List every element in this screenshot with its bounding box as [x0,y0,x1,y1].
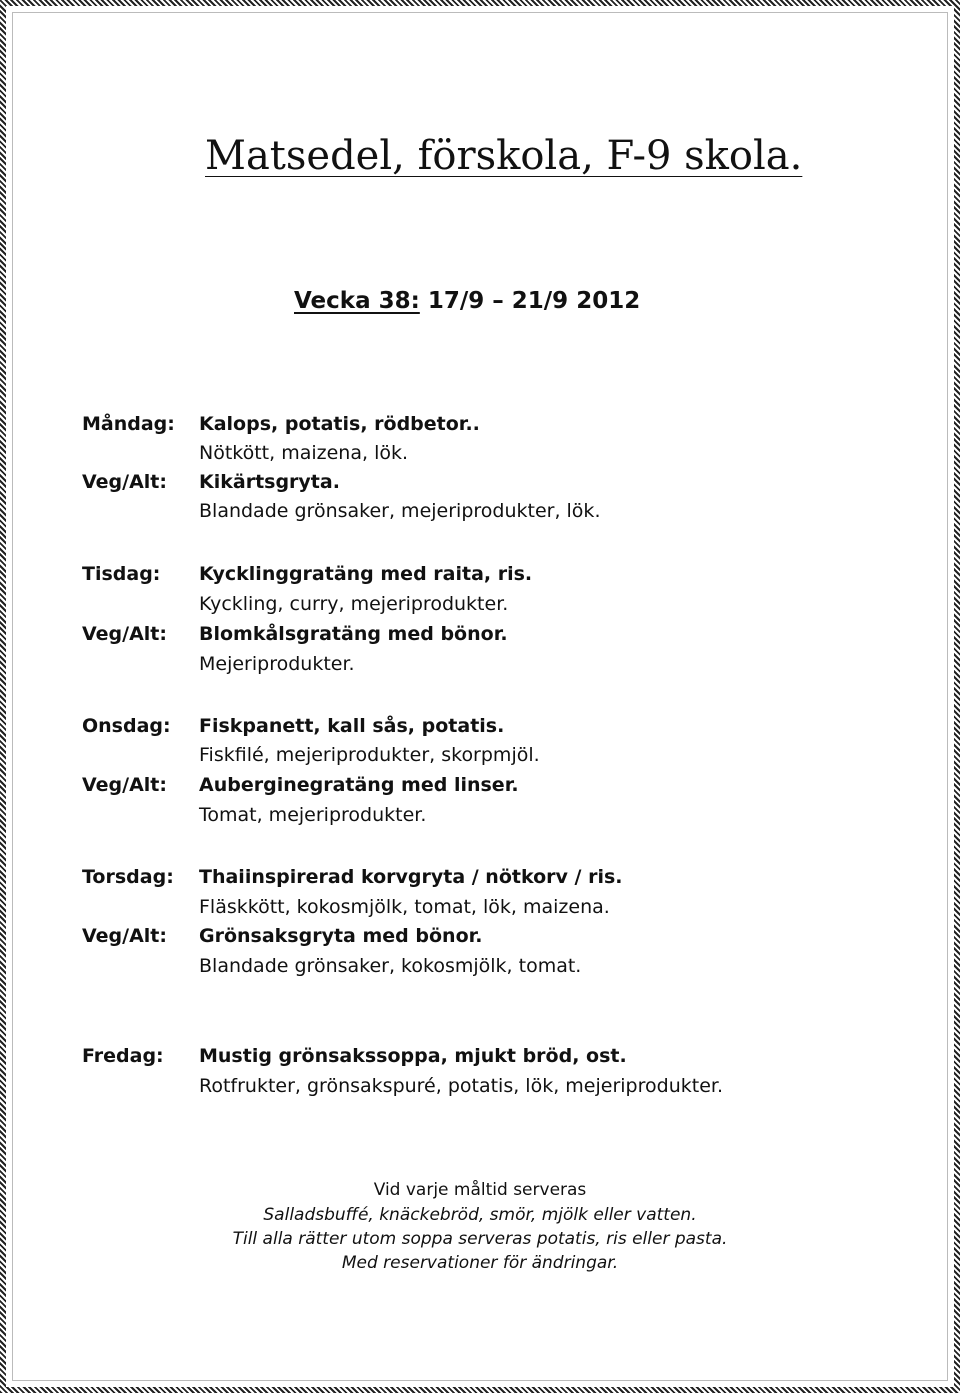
thursday-main-ingredients: Fläskkött, kokosmjölk, tomat, lök, maizena. [199,896,610,918]
footer-reservation: Med reservationer för ändringar. [341,1253,619,1273]
alt-label-wednesday: Veg/Alt: [82,774,167,796]
wednesday-alt-ingredients: Tomat, mejeriprodukter. [199,804,427,826]
wednesday-main-dish: Fiskpanett, kall sås, potatis. [199,715,505,737]
alt-label-thursday: Veg/Alt: [82,925,167,947]
week-heading [294,284,640,318]
monday-alt-dish: Kikärtsgryta. [199,471,340,493]
wednesday-main-ingredients: Fiskfilé, mejeriprodukter, skorpmjöl. [199,744,540,766]
monday-main-ingredients: Nötkött, maizena, lök. [199,442,409,464]
day-label-tuesday: Tisdag: [82,563,161,585]
thursday-alt-dish: Grönsaksgryta med bönor. [199,925,483,947]
footer-sides: Salladsbuffé, knäckebröd, smör, mjölk eller vatten. [263,1205,697,1225]
tuesday-alt-ingredients: Mejeriprodukter. [199,653,355,675]
monday-alt-ingredients: Blandade grönsaker, mejeriprodukter, lök. [199,500,601,522]
friday-main-dish: Mustig grönsakssoppa, mjukt bröd, ost. [199,1045,627,1067]
day-label-thursday: Torsdag: [82,866,174,888]
monday-main-dish: Kalops, potatis, rödbetor.. [199,413,480,435]
day-label-wednesday: Onsdag: [82,715,171,737]
page-border-inner [12,12,948,1381]
week-number: Vecka 38: [294,288,420,314]
alt-label-monday: Veg/Alt: [82,471,167,493]
friday-main-ingredients: Rotfrukter, grönsakspuré, potatis, lök, mejeriprodukter. [199,1075,723,1097]
tuesday-alt-dish: Blomkålsgratäng med bönor. [199,623,508,645]
week-year: 2012 [576,288,641,314]
week-dates: 17/9 – 21/9 [427,288,569,314]
footer-accompaniment: Till alla rätter utom soppa serveras potatis, ris eller pasta. [232,1229,728,1249]
wednesday-alt-dish: Auberginegratäng med linser. [199,774,519,796]
thursday-main-dish: Thaiinspirerad korvgryta / nötkorv / ris. [199,866,623,888]
alt-label-tuesday: Veg/Alt: [82,623,167,645]
day-label-monday: Måndag: [82,413,175,435]
page-title: Matsedel, förskola, F-9 skola. [205,133,803,179]
tuesday-main-dish: Kycklinggratäng med raita, ris. [199,563,533,585]
tuesday-main-ingredients: Kyckling, curry, mejeriprodukter. [199,593,509,615]
day-label-friday: Fredag: [82,1045,164,1067]
footer-intro: Vid varje måltid serveras [373,1180,587,1200]
thursday-alt-ingredients: Blandade grönsaker, kokosmjölk, tomat. [199,955,582,977]
